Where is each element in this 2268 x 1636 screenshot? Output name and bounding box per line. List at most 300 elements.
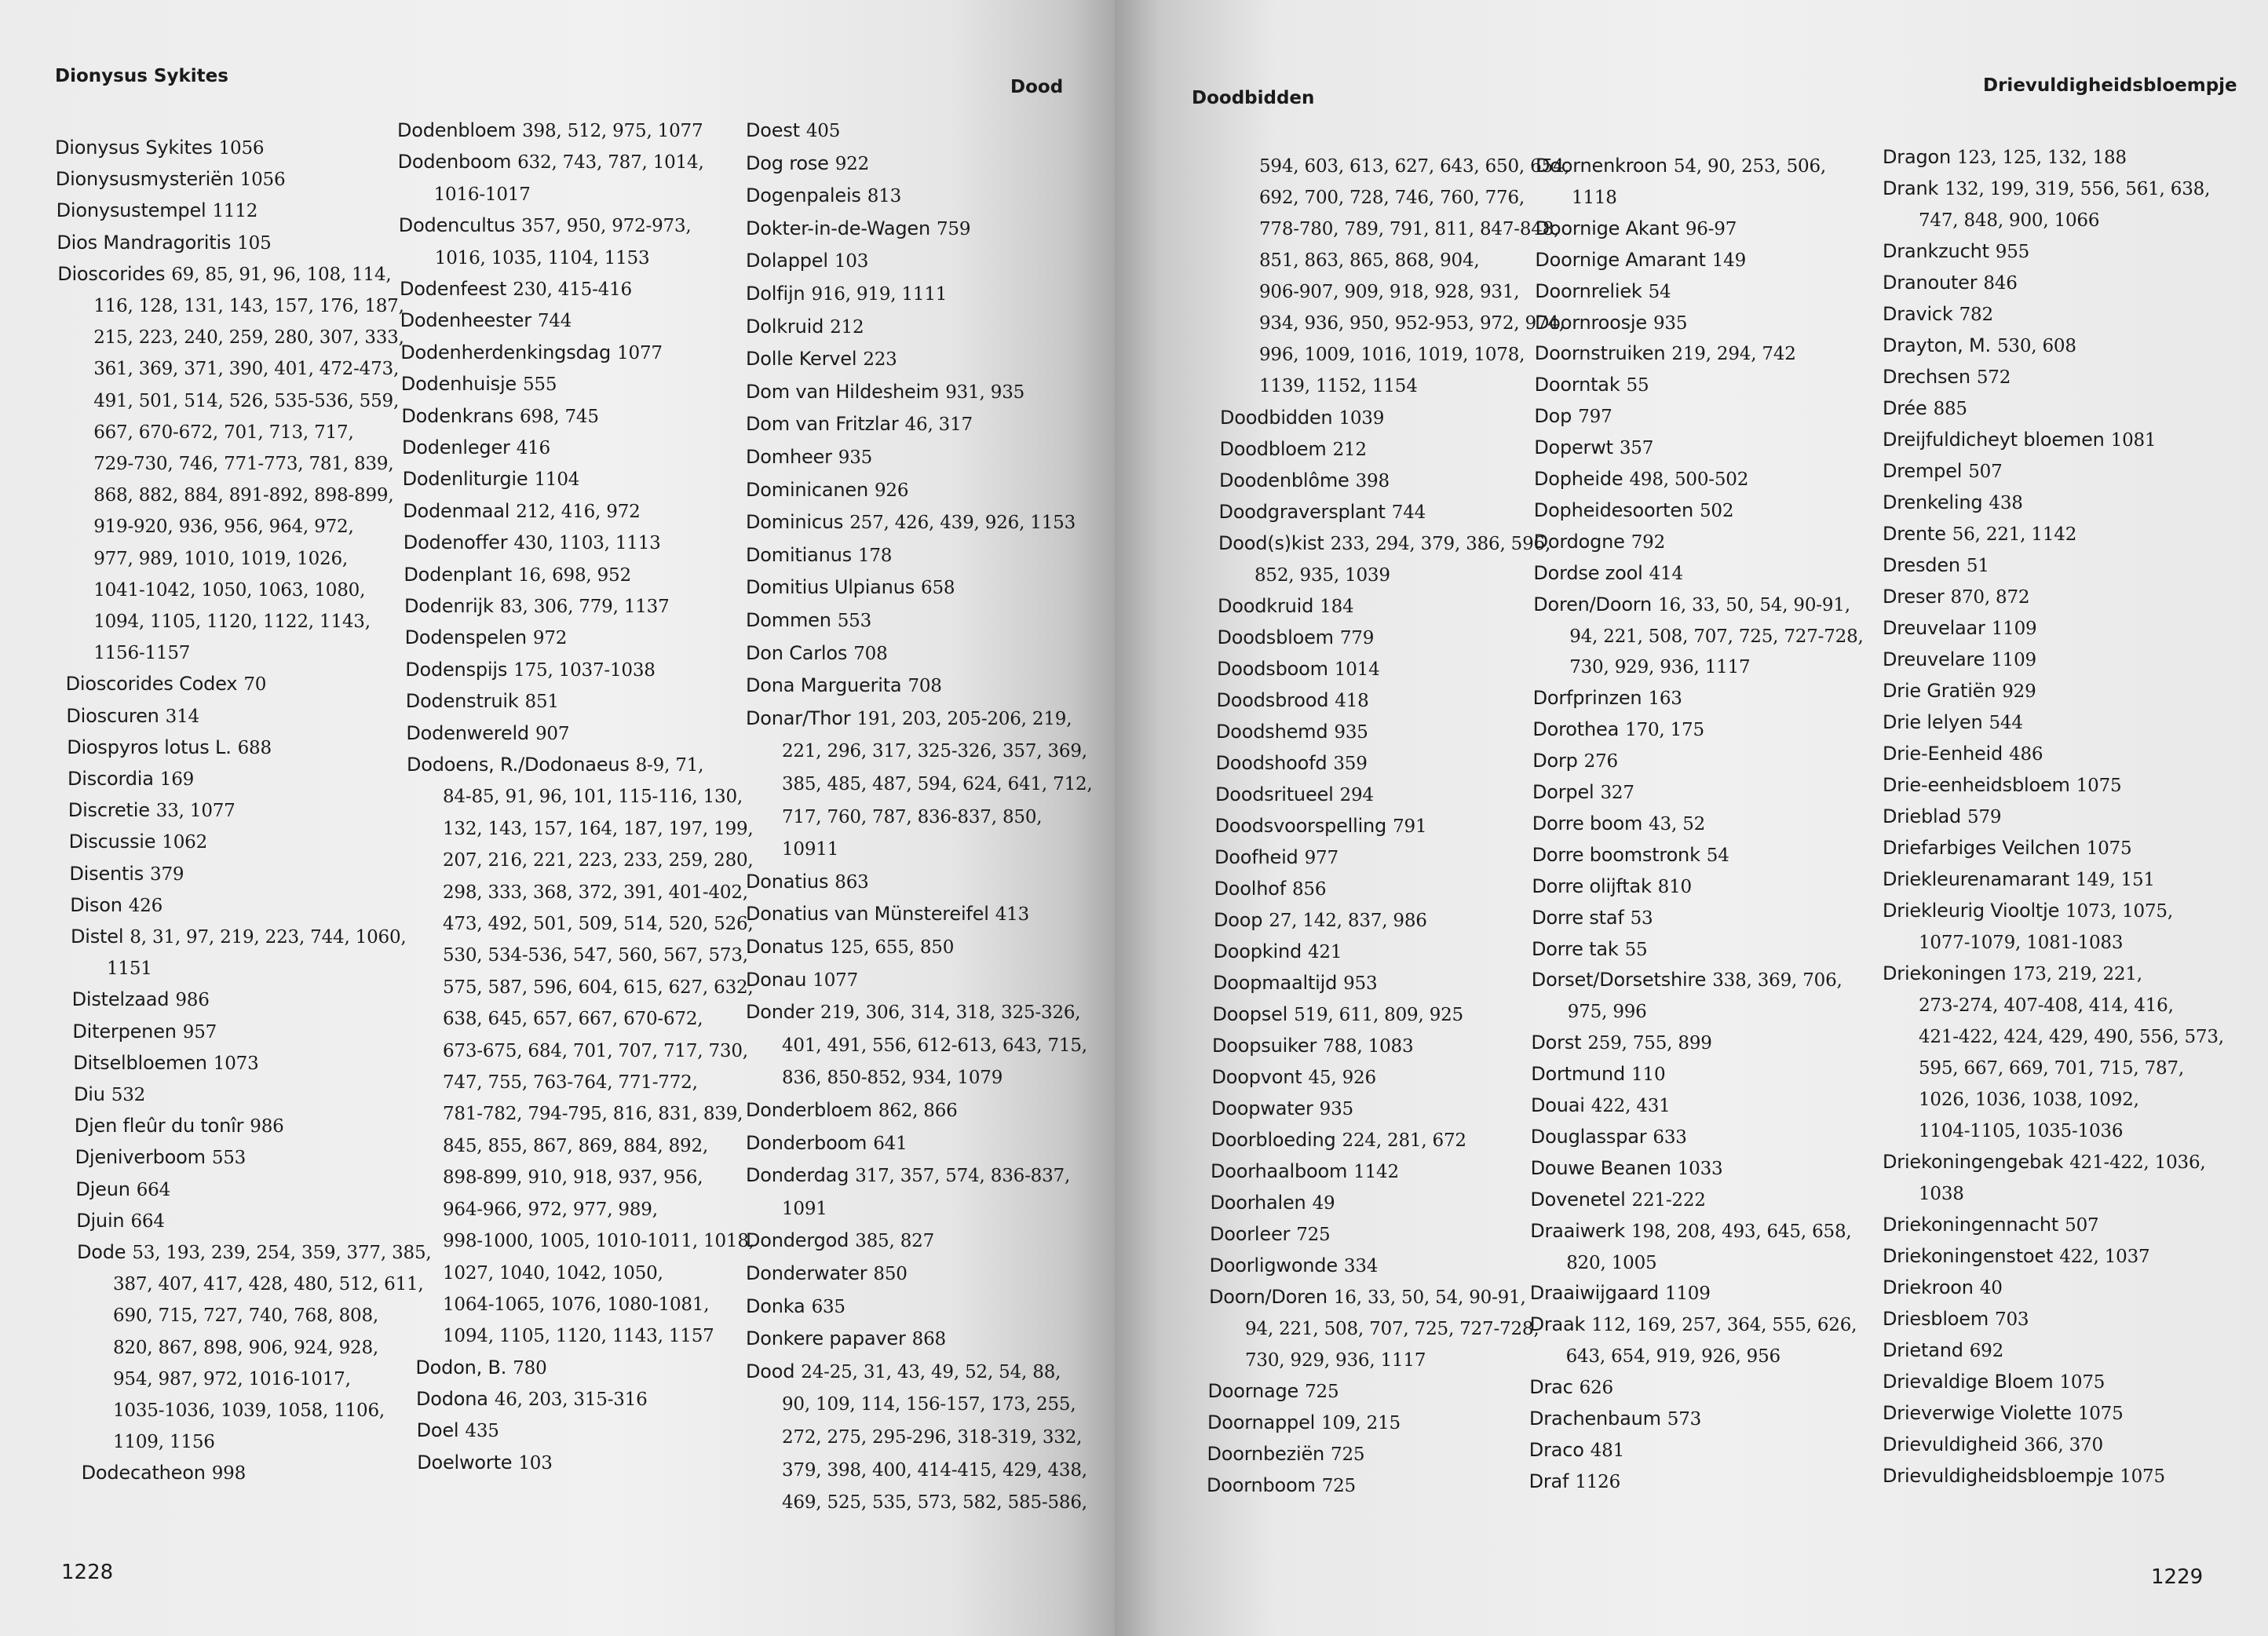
index-entry — [746, 148, 869, 181]
index-term: Donatius — [746, 870, 829, 893]
page-references: 54 — [1648, 281, 1671, 302]
index-entry — [1532, 777, 1634, 809]
index-term: Dodecatheon — [81, 1462, 206, 1484]
index-entry — [1883, 455, 2003, 488]
page-references: 935 — [1653, 312, 1688, 334]
page-references-continued: 868, 882, 884, 891-892, 898-899, — [93, 485, 394, 506]
index-term: Doop — [1214, 909, 1263, 931]
index-term: Drie-Eenheid — [1883, 743, 2003, 765]
index-entry — [746, 572, 955, 605]
index-term: Dominicus — [746, 511, 844, 534]
page-references-continued: 132, 143, 157, 164, 187, 197, 199, — [443, 818, 754, 839]
index-entry — [1534, 433, 1653, 465]
index-entry — [1883, 1303, 2029, 1335]
index-term: Douwe Beanen — [1530, 1156, 1671, 1179]
page-references-continued: 820, 1005 — [1566, 1252, 1657, 1273]
index-term: Diterpenen — [72, 1020, 177, 1043]
page-references: 972 — [532, 628, 568, 649]
index-term: Donderbloem — [746, 1099, 872, 1121]
index-entry — [68, 763, 194, 795]
index-term: Doorntak — [1534, 374, 1620, 396]
index-entry — [417, 1447, 552, 1479]
index-term: Doopsel — [1212, 1003, 1288, 1025]
index-term: Dodenbloem — [397, 119, 517, 141]
page-references: 109, 215 — [1321, 1413, 1401, 1433]
index-entry — [1533, 683, 1682, 715]
page-references: 317, 357, 574, 836-837, — [855, 1166, 1071, 1187]
page-references: 170, 175 — [1625, 720, 1704, 741]
left-running-head-right: Dood — [1010, 77, 1064, 97]
index-entry — [1883, 1429, 2103, 1461]
index-term: Doornboom — [1207, 1474, 1316, 1496]
page-references: 929 — [2002, 681, 2036, 702]
page-references: 327 — [1600, 783, 1634, 803]
index-entry — [746, 343, 897, 377]
page-references: 935 — [838, 447, 873, 468]
index-entry — [746, 866, 869, 900]
index-entry — [746, 964, 858, 998]
index-entry — [1535, 370, 1649, 402]
page-references: 221-222 — [1631, 1189, 1706, 1211]
index-term: Dood(s)kist — [1218, 532, 1324, 554]
index-term: Doorleer — [1210, 1223, 1291, 1245]
index-entry — [67, 732, 272, 764]
index-entry — [56, 163, 286, 195]
index-entry — [1883, 330, 2076, 362]
index-entry — [1214, 842, 1339, 874]
page-references-continued: 207, 216, 221, 223, 233, 259, 280, — [443, 850, 754, 871]
index-term: Dodenleger — [402, 436, 510, 458]
index-term: Dode — [77, 1241, 126, 1263]
page-references: 357 — [1619, 438, 1654, 459]
page-references: 40 — [1979, 1278, 2003, 1298]
page-references: 931, 935 — [945, 382, 1025, 403]
index-entry — [1529, 1372, 1613, 1404]
index-term: Dodenheester — [400, 309, 531, 332]
page-references-continued: 643, 654, 919, 926, 956 — [1565, 1346, 1780, 1368]
index-term: Driekleurig Viooltje — [1883, 900, 2060, 922]
page-references: 1033 — [1677, 1158, 1723, 1179]
page-references: 1109 — [1991, 650, 2036, 670]
page-references: 553 — [837, 611, 872, 631]
page-references-continued: 84-85, 91, 96, 101, 115-116, 130, — [443, 787, 743, 808]
index-term: Doperwt — [1534, 436, 1613, 459]
page-references: 33, 1077 — [155, 801, 236, 822]
page-references: 49 — [1312, 1193, 1335, 1214]
index-term: Dodona — [416, 1388, 488, 1410]
page-references: 112, 169, 257, 364, 555, 626, — [1591, 1315, 1857, 1336]
page-references: 359 — [1333, 754, 1368, 774]
page-references-continued: 692, 700, 728, 746, 760, 776, — [1259, 188, 1525, 208]
index-entry — [1883, 769, 2121, 802]
page-references: 957 — [182, 1021, 217, 1043]
page-references: 56, 221, 1142 — [1952, 524, 2077, 545]
index-term: Dovenetel — [1530, 1188, 1626, 1211]
page-references: 1056 — [239, 170, 286, 191]
page-references: 8, 31, 97, 219, 223, 744, 1060, — [130, 927, 407, 948]
index-term: Donderwater — [746, 1262, 867, 1284]
index-term: Doodsbloem — [1217, 626, 1334, 648]
index-term: Diospyros lotus L. — [67, 736, 232, 758]
index-term: Dom van Hildesheim — [746, 380, 940, 403]
index-entry — [1532, 903, 1653, 935]
page-references-continued: 781-782, 794-795, 816, 831, 839, — [443, 1104, 743, 1125]
index-entry — [400, 305, 572, 337]
page-references-continued: 1151 — [107, 959, 152, 980]
index-entry — [1207, 1470, 1356, 1502]
index-term: Douglasspar — [1530, 1125, 1647, 1148]
index-term: Doornappel — [1207, 1411, 1316, 1433]
index-term: Dodenwereld — [406, 721, 529, 744]
right-page-number: 1229 — [2151, 1565, 2204, 1589]
page-references: 230, 415-416 — [513, 279, 632, 300]
index-entry — [1216, 716, 1368, 748]
page-references-continued: 94, 221, 508, 707, 725, 727-728, — [1245, 1319, 1539, 1339]
index-entry — [1534, 495, 1733, 528]
index-entry — [1530, 1278, 1711, 1310]
page-references: 233, 294, 379, 386, 596, — [1330, 534, 1551, 554]
page-references: 169 — [159, 769, 195, 790]
index-entry — [404, 559, 631, 591]
page-references: 212 — [830, 316, 864, 338]
page-references-continued: 845, 855, 867, 869, 884, 892, — [443, 1135, 709, 1156]
index-entry — [57, 195, 258, 227]
index-term: Dorst — [1531, 1032, 1582, 1054]
page-references-continued: 491, 501, 514, 526, 535-536, 559, — [93, 390, 400, 411]
index-term: Dorre boomstronk — [1532, 843, 1700, 866]
index-term: Dorfprinzen — [1532, 687, 1642, 710]
index-term: Dodenliturgie — [402, 468, 528, 491]
page-references: 846 — [1983, 273, 2018, 294]
index-entry — [55, 132, 264, 164]
page-references: 224, 281, 672 — [1342, 1130, 1466, 1151]
index-entry — [746, 1225, 934, 1258]
index-term: Dionysustempel — [56, 199, 206, 222]
right-running-head: Drievuldigheidsbloempje — [1983, 75, 2237, 96]
index-entry — [1213, 999, 1464, 1031]
page-references-continued: 1026, 1036, 1038, 1092, — [1919, 1090, 2139, 1110]
page-references: 219, 294, 742 — [1671, 344, 1796, 365]
page-references: 856 — [1291, 879, 1327, 900]
page-references: 498, 500-502 — [1629, 469, 1749, 490]
index-entry — [1218, 528, 1550, 591]
index-entry — [70, 889, 163, 922]
index-term: Donau — [746, 968, 807, 991]
index-entry — [746, 898, 1029, 932]
index-term: Dogenpaleis — [746, 184, 861, 207]
page-references: 977 — [1304, 848, 1339, 868]
index-term: Doodbidden — [1220, 407, 1333, 429]
index-entry — [746, 1258, 908, 1291]
index-term: Dordogne — [1533, 530, 1625, 553]
page-references: 1112 — [212, 201, 258, 222]
index-term: Doodsvoorspelling — [1214, 815, 1387, 837]
index-term: Doornage — [1207, 1380, 1299, 1402]
index-term: Driesbloem — [1883, 1308, 1989, 1330]
index-term: Dordse zool — [1533, 561, 1643, 584]
index-term: Drievuldigheidsbloempje — [1883, 1465, 2114, 1487]
index-term: Ditselbloemen — [73, 1051, 207, 1074]
page-references: 530, 608 — [1996, 336, 2076, 356]
page-references: 198, 208, 493, 645, 658, — [1631, 1221, 1852, 1242]
index-term: Discussie — [68, 831, 156, 853]
index-term: Dreijfuldicheyt bloemen — [1883, 429, 2105, 451]
page-references: 338, 369, 706, — [1712, 970, 1843, 991]
page-references: 703 — [1995, 1309, 2029, 1330]
page-references: 69, 85, 91, 96, 108, 114, — [171, 264, 392, 285]
page-references: 532 — [111, 1085, 146, 1105]
index-term: Drachenbaum — [1529, 1408, 1661, 1430]
index-entry — [1883, 267, 2018, 299]
page-references-continued: 473, 492, 501, 509, 514, 520, 526, — [443, 914, 754, 935]
index-term: Doopsuiker — [1212, 1035, 1317, 1057]
index-entry — [417, 1415, 499, 1447]
page-references-continued: 1094, 1105, 1120, 1143, 1157 — [443, 1326, 714, 1347]
index-entry — [1532, 840, 1729, 872]
index-term: Draak — [1529, 1313, 1586, 1336]
index-entry — [746, 278, 947, 312]
index-entry — [746, 539, 892, 573]
index-entry — [1883, 487, 2023, 519]
index-term: Drempel — [1883, 460, 1963, 482]
index-term: Drievuldigheid — [1883, 1433, 2018, 1455]
index-term: Drieblad — [1883, 805, 1962, 827]
page-references: 863 — [835, 871, 869, 893]
page-references: 259, 755, 899 — [1587, 1033, 1712, 1054]
index-entry — [1883, 801, 2001, 833]
index-term: Dodenfeest — [400, 278, 507, 300]
page-references: 1056 — [218, 138, 265, 159]
index-entry — [399, 210, 692, 274]
page-references: 708 — [853, 643, 888, 664]
index-term: Doofheid — [1214, 846, 1298, 868]
page-references: 791 — [1393, 816, 1427, 837]
index-entry — [403, 495, 640, 528]
page-references: 27, 142, 837, 986 — [1269, 911, 1427, 931]
index-term: Doolhof — [1214, 878, 1286, 900]
index-term: Diu — [74, 1083, 105, 1105]
page-references: 103 — [518, 1452, 553, 1473]
page-references: 257, 426, 439, 926, 1153 — [849, 513, 1076, 534]
page-references: 422, 431 — [1591, 1096, 1671, 1116]
index-term: Doodshoofd — [1215, 752, 1328, 774]
page-references: 398, 512, 975, 1077 — [522, 121, 703, 141]
index-entry — [69, 858, 184, 890]
right-running-head-left: Doodbidden — [1192, 88, 1315, 108]
page-references-continued: 717, 760, 787, 836-837, 850, — [782, 806, 1043, 827]
index-term: Dona Marguerita — [746, 674, 902, 697]
index-entry — [746, 441, 872, 475]
page-references: 178 — [857, 545, 893, 566]
page-references-continued: 421-422, 424, 429, 490, 556, 573, — [1919, 1027, 2224, 1047]
index-term: Doodsboom — [1217, 658, 1328, 680]
index-entry — [1530, 1185, 1705, 1217]
index-entry — [403, 463, 580, 495]
index-entry — [1208, 1375, 1339, 1408]
page-references: 1104 — [534, 469, 580, 491]
index-term: Dravick — [1883, 303, 1953, 325]
index-entry — [1883, 1272, 2003, 1304]
page-references: 219, 306, 314, 318, 325-326, — [820, 1002, 1081, 1024]
index-entry — [398, 146, 704, 210]
index-entry — [1211, 1093, 1353, 1125]
index-term: Dodenplant — [404, 563, 512, 586]
index-entry — [1883, 550, 1989, 582]
page-references: 416 — [516, 438, 550, 458]
index-entry — [1533, 590, 1863, 685]
index-entry — [71, 921, 407, 984]
index-term: Driekleurenamarant — [1883, 868, 2070, 890]
page-references: 1073, 1075, — [2065, 901, 2173, 922]
index-entry — [1218, 622, 1375, 654]
index-term: Doodbloem — [1219, 438, 1327, 460]
index-term: Donder — [746, 1001, 815, 1024]
page-references: 481 — [1590, 1440, 1625, 1461]
page-references-continued: 530, 534-536, 547, 560, 567, 573, — [443, 945, 748, 966]
index-term: Dom van Fritzlar — [746, 413, 899, 436]
index-entry — [1532, 871, 1692, 904]
page-references: 421-422, 1036, — [2069, 1152, 2206, 1173]
page-references: 163 — [1648, 688, 1682, 710]
index-entry — [746, 474, 908, 508]
index-entry — [1210, 1250, 1379, 1282]
page-references: 435 — [465, 1421, 499, 1442]
index-term: Doodgraversplant — [1218, 501, 1386, 523]
index-term: Draf — [1528, 1470, 1569, 1492]
index-entry — [57, 258, 404, 670]
index-entry — [1216, 747, 1368, 780]
page-references: 1039 — [1339, 408, 1385, 429]
page-references: 664 — [130, 1211, 165, 1232]
index-term: Driekoningen — [1883, 962, 2007, 984]
index-term: Dionysus Sykites — [55, 137, 213, 159]
index-term: Dopheidesoorten — [1533, 498, 1693, 521]
index-entry — [1210, 1218, 1331, 1251]
page-references: 54, 90, 253, 506, — [1673, 156, 1827, 177]
page-references: 626 — [1579, 1378, 1613, 1399]
index-entry — [1213, 967, 1377, 999]
page-references-continued: 975, 996 — [1567, 1002, 1647, 1023]
index-entry — [1534, 527, 1665, 559]
page-references: 1075 — [2076, 776, 2122, 796]
index-term: Dodoens, R./Dodonaeus — [407, 754, 630, 776]
index-term: Doopmaaltijd — [1213, 972, 1338, 994]
index-term: Dorp — [1532, 750, 1578, 772]
index-term: Drie Gratiën — [1883, 680, 1996, 702]
page-references-continued: 1118 — [1572, 187, 1617, 208]
right-page — [1115, 0, 2268, 1636]
index-entry — [75, 1141, 247, 1174]
index-term: Doornbeziën — [1207, 1443, 1325, 1465]
page-references: 212, 416, 972 — [516, 501, 641, 522]
index-entry — [1214, 873, 1327, 905]
index-term: Drie lelyen — [1883, 711, 1983, 733]
page-references-continued: 90, 109, 114, 156-157, 173, 255, — [782, 1394, 1076, 1415]
page-references: 334 — [1343, 1256, 1379, 1276]
index-entry — [1883, 644, 2036, 676]
index-term: Doornenkroon — [1536, 155, 1667, 177]
index-entry — [1531, 1090, 1671, 1123]
index-entry — [746, 670, 942, 703]
index-entry — [1536, 151, 1826, 214]
page-references: 573 — [1667, 1409, 1702, 1430]
index-term: Douai — [1531, 1094, 1585, 1116]
left-page — [0, 0, 1115, 1636]
index-term: Dranouter — [1883, 272, 1978, 294]
page-references: 16, 698, 952 — [518, 564, 631, 586]
index-term: Disentis — [69, 862, 144, 885]
index-entry — [1211, 1156, 1399, 1188]
page-references: 212 — [1332, 440, 1367, 460]
index-term: Djuin — [76, 1209, 125, 1232]
index-entry — [1536, 214, 1737, 246]
index-entry — [1532, 809, 1705, 841]
page-references-continued: 852, 935, 1039 — [1255, 565, 1390, 586]
index-entry — [1535, 308, 1687, 340]
index-term: Donkere papaver — [746, 1327, 906, 1350]
page-references: 83, 306, 779, 1137 — [499, 597, 670, 617]
index-term: Doodsritueel — [1215, 783, 1334, 805]
page-references: 1077 — [617, 342, 663, 363]
index-term: Drenkeling — [1883, 491, 1983, 513]
page-references: 792 — [1631, 531, 1666, 553]
page-references-continued: 919-920, 936, 956, 964, 972, — [93, 517, 354, 538]
index-entry — [1209, 1281, 1539, 1376]
index-entry — [1883, 1209, 2098, 1241]
index-term: Drietand — [1883, 1339, 1963, 1361]
index-entry — [1534, 401, 1612, 433]
page-references: 725 — [1305, 1382, 1339, 1402]
page-references: 191, 203, 205-206, 219, — [856, 708, 1072, 729]
index-entry — [1215, 779, 1374, 811]
index-term: Discordia — [68, 768, 154, 790]
index-entry — [746, 408, 973, 442]
index-entry — [1883, 707, 2023, 739]
index-entry — [415, 1352, 546, 1384]
page-references: 862, 866 — [878, 1101, 958, 1121]
index-term: Doopwater — [1211, 1097, 1313, 1119]
index-entry — [1215, 810, 1427, 842]
index-entry — [1535, 245, 1746, 277]
page-references: 507 — [1968, 462, 2003, 482]
index-term: Donatius van Münstereifel — [746, 903, 989, 926]
page-references: 1075 — [2059, 1372, 2105, 1393]
index-term: Domheer — [746, 446, 832, 468]
page-references: 54 — [1706, 845, 1729, 866]
page-references-continued: 996, 1009, 1016, 1019, 1078, — [1259, 345, 1525, 365]
page-references: 885 — [1933, 399, 1967, 419]
index-entry — [746, 1323, 946, 1357]
index-term: Dorpel — [1532, 781, 1594, 803]
page-references: 1075 — [2077, 1404, 2124, 1424]
page-references: 850 — [873, 1264, 908, 1284]
page-references: 366, 370 — [2024, 1435, 2103, 1455]
index-entry — [407, 749, 754, 1353]
index-entry — [68, 794, 236, 827]
page-references: 922 — [835, 153, 870, 174]
page-references: 123, 125, 132, 188 — [1956, 148, 2127, 168]
index-entry — [1531, 1153, 1723, 1185]
index-term: Doel — [416, 1419, 459, 1442]
page-references: 868 — [911, 1329, 946, 1350]
page-references-continued: 998-1000, 1005, 1010-1011, 1018, — [443, 1231, 754, 1252]
page-references: 1109 — [1664, 1284, 1711, 1305]
page-references: 708 — [908, 676, 942, 697]
index-entry — [397, 115, 703, 147]
index-entry — [1883, 236, 2029, 268]
index-entry — [401, 400, 598, 433]
page-references: 385, 827 — [855, 1231, 935, 1252]
